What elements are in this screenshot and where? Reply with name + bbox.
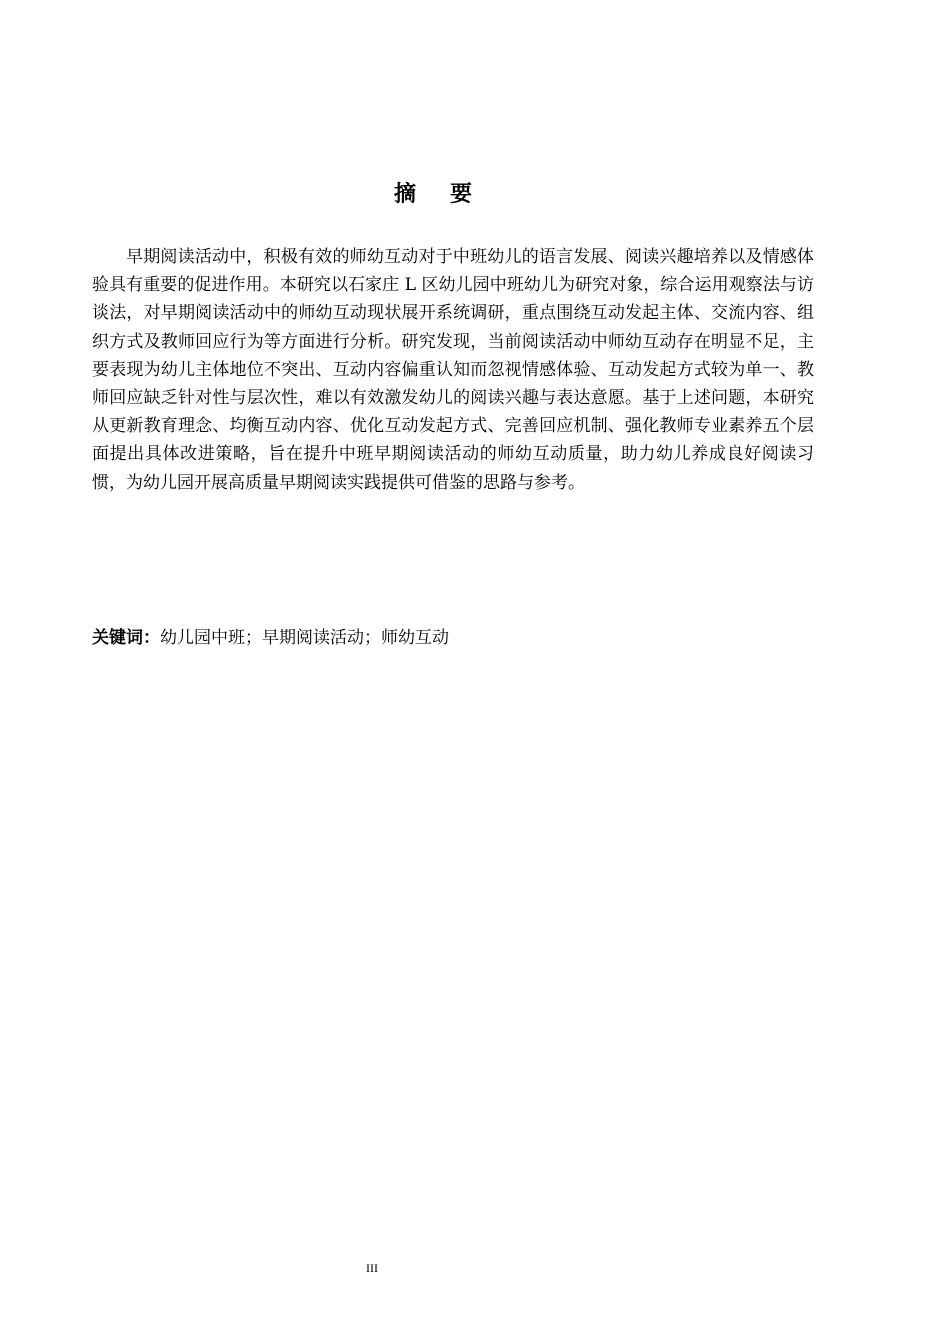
keywords-label: 关键词： <box>92 628 160 648</box>
keywords-text: 幼儿园中班；早期阅读活动；师幼互动 <box>160 628 449 648</box>
keywords-line <box>92 624 814 652</box>
page-number: III <box>366 1261 378 1275</box>
abstract-paragraph: 早期阅读活动中，积极有效的师幼互动对于中班幼儿的语言发展、阅读兴趣培养以及情感体验具有重要的促进作用。本研究以石家庄 L 区幼儿园中班幼儿为研究对象，综合运用观察法与访谈法，对早期阅读活动中的师幼互动现状展开系统调研，重点围绕互动发起主体、交流内容、组织方式及教师回应行为等方面进行分析。研究发现，当前阅读活动中师幼互动存在明显不足，主要表现为幼儿主体地位不突出、互动内容偏重认知而忽视情感体验、互动发起方式较为单一、教师回应缺乏针对性与层次性，难以有效激发幼儿的阅读兴趣与表达意愿。基于上述问题，本研究从更新教育理念、均衡互动内容、优化互动发起方式、完善回应机制、强化教师专业素养五个层面提出具体改进策略，旨在提升中班早期阅读活动的师幼互动质量，助力幼儿养成良好阅读习惯，为幼儿园开展高质量早期阅读实践提供可借鉴的思路与参考。 <box>92 247 814 493</box>
page-title: 摘要 <box>393 182 506 207</box>
